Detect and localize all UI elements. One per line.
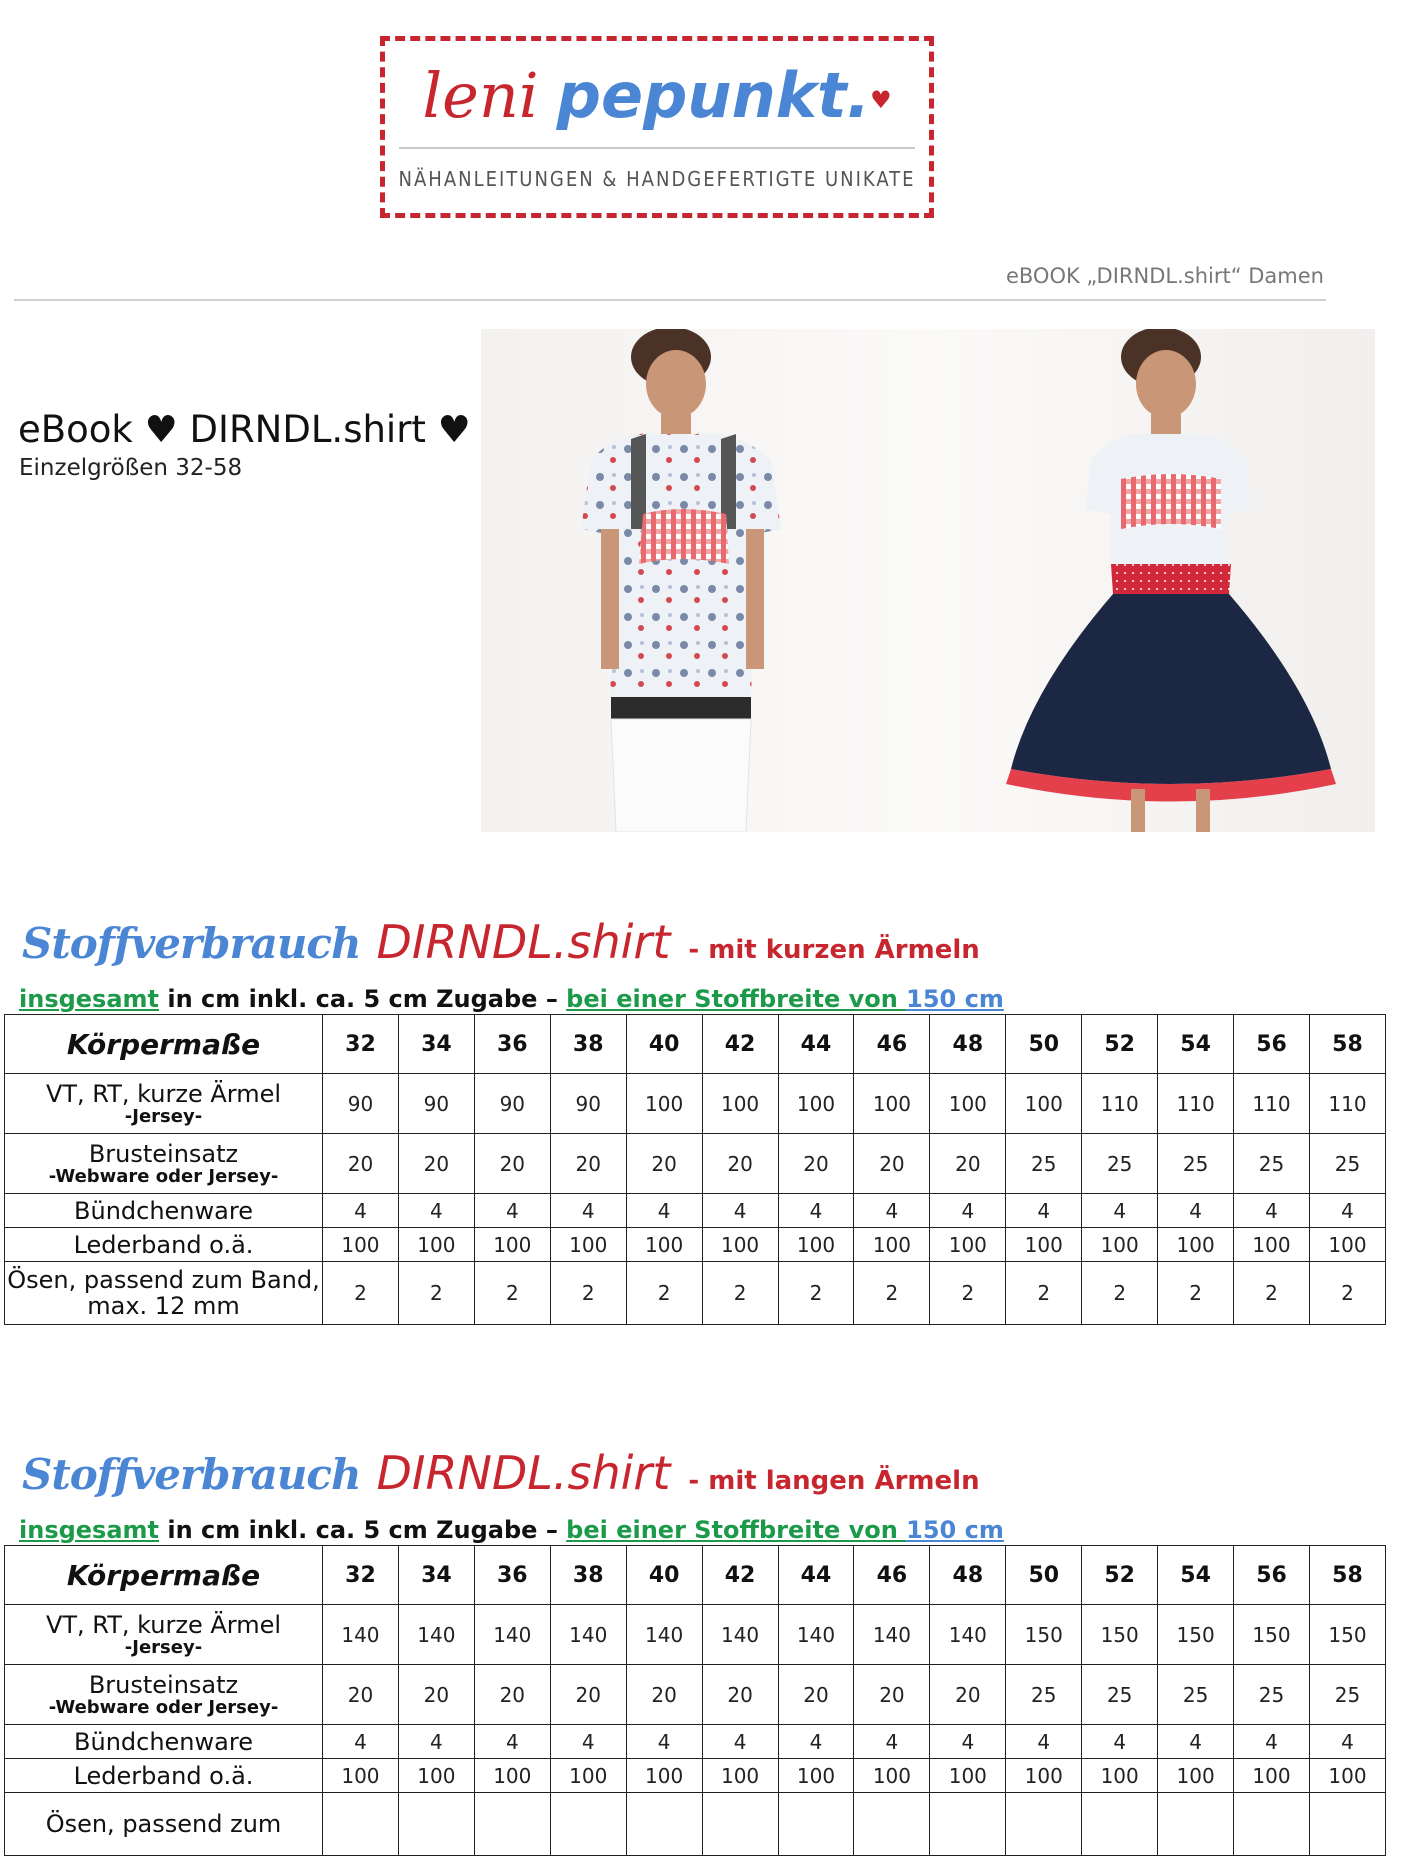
value-cell <box>474 1793 550 1856</box>
value-cell: 100 <box>854 1759 930 1793</box>
value-cell: 2 <box>398 1262 474 1325</box>
value-cell: 110 <box>1234 1074 1310 1134</box>
value-cell: 140 <box>778 1605 854 1665</box>
value-cell: 100 <box>702 1074 778 1134</box>
value-cell: 2 <box>323 1262 399 1325</box>
sub-unit: in cm inkl. ca. 5 cm Zugabe – <box>159 985 567 1013</box>
value-cell: 100 <box>550 1228 626 1262</box>
row-label: Brusteinsatz <box>88 1670 239 1699</box>
value-cell: 100 <box>778 1228 854 1262</box>
row-label: VT, RT, kurze Ärmel <box>45 1079 282 1108</box>
fabric-table-short <box>4 1014 1386 1325</box>
value-cell: 2 <box>702 1262 778 1325</box>
value-cell: 90 <box>550 1074 626 1134</box>
value-cell <box>398 1793 474 1856</box>
sub-total: insgesamt <box>19 1516 160 1544</box>
sub-width-value: 150 cm <box>906 1516 1004 1544</box>
value-cell: 100 <box>323 1759 399 1793</box>
value-cell: 100 <box>1082 1228 1158 1262</box>
heading-name: DIRNDL.shirt <box>376 915 671 969</box>
value-cell: 140 <box>930 1605 1006 1665</box>
value-cell: 20 <box>474 1665 550 1725</box>
row-label-cell <box>5 1725 323 1759</box>
value-cell: 2 <box>626 1262 702 1325</box>
value-cell <box>1309 1793 1385 1856</box>
value-cell: 100 <box>323 1228 399 1262</box>
row-label: Ösen, passend zum Band, max. 12 mm <box>7 1266 320 1320</box>
value-cell: 20 <box>778 1134 854 1194</box>
row-sublabel: -Webware oder Jersey- <box>48 1165 279 1187</box>
value-cell: 90 <box>474 1074 550 1134</box>
table-row <box>5 1134 1386 1194</box>
value-cell: 100 <box>474 1228 550 1262</box>
value-cell: 2 <box>474 1262 550 1325</box>
value-cell: 20 <box>550 1134 626 1194</box>
value-cell: 25 <box>1309 1665 1385 1725</box>
value-cell: 100 <box>930 1759 1006 1793</box>
table-row <box>5 1665 1386 1725</box>
row-label: Lederband o.ä. <box>73 1761 254 1790</box>
row-label-cell <box>5 1665 323 1725</box>
value-cell: 2 <box>854 1262 930 1325</box>
section-heading <box>22 1446 980 1506</box>
value-cell: 25 <box>1309 1134 1385 1194</box>
table-row <box>5 1759 1386 1793</box>
value-cell: 100 <box>626 1759 702 1793</box>
document-header-title: eBOOK „DIRNDL.shirt“ Damen <box>1005 264 1324 288</box>
value-cell: 100 <box>1006 1228 1082 1262</box>
size-header: 46 <box>854 1015 930 1074</box>
product-title: eBook ♥ DIRNDL.shirt ♥ <box>18 408 471 451</box>
value-cell: 140 <box>702 1605 778 1665</box>
logo-tagline: NÄHANLEITUNGEN & HANDGEFERTIGTE UNIKATE <box>398 167 916 191</box>
row-label: Brusteinsatz <box>88 1139 239 1168</box>
sub-width-text: bei einer Stoffbreite von <box>566 1516 907 1544</box>
value-cell: 100 <box>1234 1759 1310 1793</box>
logo-leni: leni <box>422 59 539 132</box>
value-cell: 150 <box>1309 1605 1385 1665</box>
value-cell: 20 <box>550 1665 626 1725</box>
value-cell: 140 <box>626 1605 702 1665</box>
row-sublabel: -Jersey- <box>124 1636 203 1658</box>
value-cell: 4 <box>1082 1194 1158 1228</box>
section-subheading <box>19 1516 1004 1544</box>
value-cell: 4 <box>778 1194 854 1228</box>
value-cell: 20 <box>323 1134 399 1194</box>
heading-name: DIRNDL.shirt <box>376 1446 671 1500</box>
value-cell: 100 <box>398 1759 474 1793</box>
value-cell: 110 <box>1082 1074 1158 1134</box>
heading-script: Stoffverbrauch <box>22 1450 361 1499</box>
row-label: Bündchenware <box>74 1196 253 1225</box>
value-cell: 100 <box>626 1074 702 1134</box>
row-label: VT, RT, kurze Ärmel <box>45 1610 282 1639</box>
fabric-table-long <box>4 1545 1386 1856</box>
header-divider <box>14 299 1326 301</box>
row-label-cell <box>5 1228 323 1262</box>
size-header: 52 <box>1082 1546 1158 1605</box>
size-header: 40 <box>626 1015 702 1074</box>
value-cell: 100 <box>1309 1228 1385 1262</box>
logo-divider <box>399 147 915 149</box>
logo-pepunkt: pepunkt. <box>556 59 871 132</box>
value-cell: 4 <box>1158 1194 1234 1228</box>
size-header: 54 <box>1158 1015 1234 1074</box>
value-cell: 20 <box>702 1665 778 1725</box>
value-cell: 2 <box>1006 1262 1082 1325</box>
value-cell: 100 <box>778 1759 854 1793</box>
sub-total: insgesamt <box>19 985 160 1013</box>
value-cell: 25 <box>1158 1665 1234 1725</box>
value-cell: 2 <box>1309 1262 1385 1325</box>
size-header: 38 <box>550 1015 626 1074</box>
value-cell: 20 <box>854 1134 930 1194</box>
table-row <box>5 1228 1386 1262</box>
row-label-cell <box>5 1074 323 1134</box>
value-cell: 100 <box>854 1074 930 1134</box>
value-cell: 100 <box>1309 1759 1385 1793</box>
value-cell: 150 <box>1158 1605 1234 1665</box>
table-row <box>5 1793 1386 1856</box>
size-header: 52 <box>1082 1015 1158 1074</box>
table-header-row <box>5 1015 1386 1074</box>
value-cell: 4 <box>1234 1194 1310 1228</box>
value-cell: 25 <box>1158 1134 1234 1194</box>
size-header: 44 <box>778 1546 854 1605</box>
value-cell: 4 <box>474 1725 550 1759</box>
value-cell: 20 <box>398 1134 474 1194</box>
section-heading <box>22 915 980 975</box>
value-cell: 25 <box>1082 1665 1158 1725</box>
value-cell: 4 <box>626 1194 702 1228</box>
value-cell: 4 <box>323 1194 399 1228</box>
table-row <box>5 1725 1386 1759</box>
value-cell: 20 <box>930 1665 1006 1725</box>
value-cell: 20 <box>398 1665 474 1725</box>
value-cell: 100 <box>474 1759 550 1793</box>
value-cell: 100 <box>550 1759 626 1793</box>
row-label-cell <box>5 1134 323 1194</box>
value-cell: 2 <box>778 1262 854 1325</box>
size-header: 50 <box>1006 1546 1082 1605</box>
size-header: 50 <box>1006 1015 1082 1074</box>
heart-icon: ♥ <box>870 85 892 114</box>
size-header: 36 <box>474 1015 550 1074</box>
value-cell: 4 <box>702 1725 778 1759</box>
table-corner-header: Körpermaße <box>5 1015 323 1074</box>
value-cell: 100 <box>702 1228 778 1262</box>
table-row <box>5 1262 1386 1325</box>
size-header: 40 <box>626 1546 702 1605</box>
value-cell: 2 <box>550 1262 626 1325</box>
value-cell: 110 <box>1309 1074 1385 1134</box>
value-cell: 90 <box>398 1074 474 1134</box>
value-cell: 25 <box>1234 1665 1310 1725</box>
value-cell: 4 <box>323 1725 399 1759</box>
figure-shirt-jeans <box>581 329 781 832</box>
value-cell: 25 <box>1006 1134 1082 1194</box>
value-cell: 20 <box>930 1134 1006 1194</box>
row-label-cell <box>5 1759 323 1793</box>
size-header: 54 <box>1158 1546 1234 1605</box>
value-cell <box>550 1793 626 1856</box>
value-cell: 4 <box>1234 1725 1310 1759</box>
table-header-row <box>5 1546 1386 1605</box>
value-cell: 20 <box>854 1665 930 1725</box>
value-cell: 100 <box>930 1074 1006 1134</box>
size-header: 56 <box>1234 1015 1310 1074</box>
value-cell: 4 <box>854 1725 930 1759</box>
row-label: Lederband o.ä. <box>73 1230 254 1259</box>
value-cell: 4 <box>702 1194 778 1228</box>
product-photo <box>481 329 1375 832</box>
value-cell <box>626 1793 702 1856</box>
value-cell: 4 <box>398 1725 474 1759</box>
value-cell: 150 <box>1082 1605 1158 1665</box>
size-header: 32 <box>323 1015 399 1074</box>
value-cell: 20 <box>626 1134 702 1194</box>
value-cell: 4 <box>854 1194 930 1228</box>
value-cell: 100 <box>1006 1759 1082 1793</box>
value-cell: 4 <box>550 1725 626 1759</box>
value-cell: 4 <box>550 1194 626 1228</box>
value-cell <box>1006 1793 1082 1856</box>
table-row <box>5 1074 1386 1134</box>
table-row <box>5 1605 1386 1665</box>
value-cell: 20 <box>626 1665 702 1725</box>
size-header: 58 <box>1309 1015 1385 1074</box>
size-header: 38 <box>550 1546 626 1605</box>
value-cell: 100 <box>1082 1759 1158 1793</box>
value-cell: 100 <box>1234 1228 1310 1262</box>
value-cell <box>1082 1793 1158 1856</box>
value-cell <box>323 1793 399 1856</box>
value-cell <box>930 1793 1006 1856</box>
value-cell: 100 <box>1158 1759 1234 1793</box>
value-cell: 100 <box>1006 1074 1082 1134</box>
sub-unit: in cm inkl. ca. 5 cm Zugabe – <box>159 1516 567 1544</box>
size-header: 46 <box>854 1546 930 1605</box>
value-cell <box>702 1793 778 1856</box>
value-cell: 4 <box>930 1194 1006 1228</box>
value-cell: 2 <box>1234 1262 1310 1325</box>
sub-width-value: 150 cm <box>906 985 1004 1013</box>
value-cell: 90 <box>323 1074 399 1134</box>
value-cell: 25 <box>1082 1134 1158 1194</box>
size-header: 48 <box>930 1546 1006 1605</box>
size-header: 56 <box>1234 1546 1310 1605</box>
value-cell: 150 <box>1006 1605 1082 1665</box>
size-header: 32 <box>323 1546 399 1605</box>
heading-variant: - mit kurzen Ärmeln <box>688 935 980 965</box>
value-cell: 4 <box>1309 1194 1385 1228</box>
value-cell: 110 <box>1158 1074 1234 1134</box>
value-cell: 100 <box>778 1074 854 1134</box>
value-cell <box>1158 1793 1234 1856</box>
value-cell: 4 <box>398 1194 474 1228</box>
row-label: Ösen, passend zum <box>45 1810 282 1838</box>
value-cell: 20 <box>778 1665 854 1725</box>
row-label-cell <box>5 1793 323 1856</box>
value-cell: 140 <box>323 1605 399 1665</box>
value-cell: 100 <box>702 1759 778 1793</box>
value-cell: 4 <box>1309 1725 1385 1759</box>
value-cell: 2 <box>930 1262 1006 1325</box>
row-label: Bündchenware <box>74 1727 253 1756</box>
row-label-cell <box>5 1194 323 1228</box>
size-header: 34 <box>398 1546 474 1605</box>
value-cell: 140 <box>474 1605 550 1665</box>
sub-width-text: bei einer Stoffbreite von <box>566 985 907 1013</box>
value-cell: 100 <box>626 1228 702 1262</box>
size-header: 44 <box>778 1015 854 1074</box>
logo-wordmark <box>385 57 929 139</box>
size-header: 42 <box>702 1546 778 1605</box>
value-cell: 2 <box>1158 1262 1234 1325</box>
section-subheading <box>19 985 1004 1013</box>
value-cell: 25 <box>1006 1665 1082 1725</box>
table-corner-header: Körpermaße <box>5 1546 323 1605</box>
value-cell: 2 <box>1082 1262 1158 1325</box>
value-cell: 4 <box>1006 1725 1082 1759</box>
figure-dirndl-dress <box>1006 329 1336 832</box>
value-cell: 4 <box>626 1725 702 1759</box>
row-label-cell <box>5 1262 323 1325</box>
value-cell: 4 <box>1006 1194 1082 1228</box>
value-cell: 100 <box>930 1228 1006 1262</box>
size-header: 34 <box>398 1015 474 1074</box>
size-header: 48 <box>930 1015 1006 1074</box>
value-cell: 20 <box>474 1134 550 1194</box>
value-cell: 140 <box>550 1605 626 1665</box>
value-cell: 4 <box>930 1725 1006 1759</box>
value-cell: 140 <box>854 1605 930 1665</box>
row-label-cell <box>5 1605 323 1665</box>
size-header: 36 <box>474 1546 550 1605</box>
value-cell: 100 <box>854 1228 930 1262</box>
value-cell: 100 <box>398 1228 474 1262</box>
value-cell <box>854 1793 930 1856</box>
heading-variant: - mit langen Ärmeln <box>688 1466 980 1496</box>
row-sublabel: -Jersey- <box>124 1105 203 1127</box>
row-sublabel: -Webware oder Jersey- <box>48 1696 279 1718</box>
heading-script: Stoffverbrauch <box>22 919 361 968</box>
value-cell: 4 <box>474 1194 550 1228</box>
value-cell: 4 <box>778 1725 854 1759</box>
value-cell: 25 <box>1234 1134 1310 1194</box>
size-header: 42 <box>702 1015 778 1074</box>
logo <box>380 36 934 218</box>
value-cell <box>1234 1793 1310 1856</box>
product-sizes: Einzelgrößen 32-58 <box>19 455 243 481</box>
value-cell <box>778 1793 854 1856</box>
photo-illustration <box>481 329 1375 832</box>
table-row <box>5 1194 1386 1228</box>
value-cell: 140 <box>398 1605 474 1665</box>
value-cell: 20 <box>323 1665 399 1725</box>
value-cell: 100 <box>1158 1228 1234 1262</box>
value-cell: 20 <box>702 1134 778 1194</box>
size-header: 58 <box>1309 1546 1385 1605</box>
value-cell: 4 <box>1158 1725 1234 1759</box>
value-cell: 150 <box>1234 1605 1310 1665</box>
value-cell: 4 <box>1082 1725 1158 1759</box>
